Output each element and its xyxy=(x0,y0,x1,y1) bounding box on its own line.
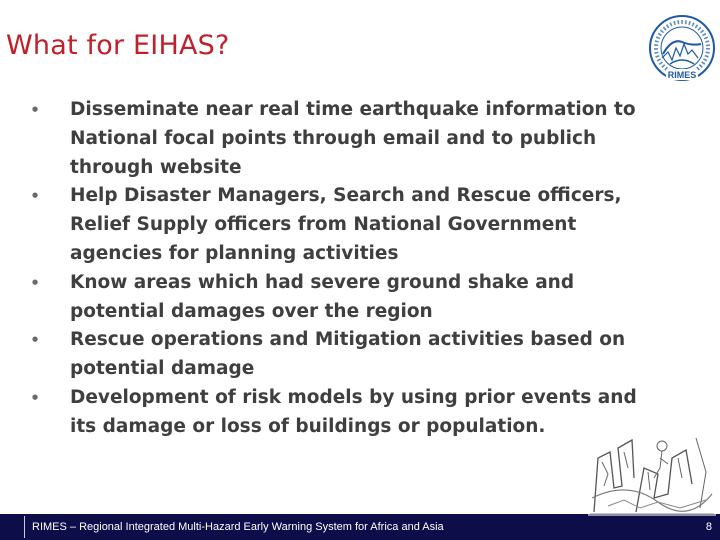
bullet-line: agencies for planning activities xyxy=(70,242,399,264)
slide-title: What for EIHAS? xyxy=(6,30,230,61)
bullet-line: Development of risk models by using prior events and xyxy=(70,386,637,408)
bullet-item xyxy=(28,269,668,327)
bullet-line: through website xyxy=(70,156,242,178)
bullet-item xyxy=(28,96,668,182)
logo-label: RIMES xyxy=(667,70,697,80)
bullet-item xyxy=(28,384,668,442)
footer-text: RIMES – Regional Integrated Multi-Hazard Early Warning System for Africa and Asia xyxy=(32,521,444,533)
earthquake-rubble-icon xyxy=(588,428,716,516)
bullet-list xyxy=(28,96,668,442)
bullet-line: its damage or loss of buildings or population. xyxy=(70,415,546,437)
bullet-line: potential damage xyxy=(70,358,255,380)
bullet-icon: • xyxy=(30,101,40,119)
bullet-line: potential damages over the region xyxy=(70,300,433,322)
bullet-icon: • xyxy=(30,388,40,407)
page-number: 8 xyxy=(705,521,712,533)
bullet-line: Help Disaster Managers, Search and Rescue officers, xyxy=(70,185,622,207)
bullet-item xyxy=(28,182,668,268)
footer-divider xyxy=(24,516,25,538)
bullet-line: Disseminate near real time earthquake information to xyxy=(70,99,636,120)
bullet-icon: • xyxy=(30,273,40,292)
bullet-item xyxy=(28,326,668,384)
bullet-line: Rescue operations and Mitigation activities based on xyxy=(70,329,626,351)
bullet-icon: • xyxy=(30,187,40,206)
bullet-line: Relief Supply officers from National Government xyxy=(70,214,577,236)
rimes-logo-icon xyxy=(648,14,716,82)
bullet-icon: • xyxy=(30,331,40,350)
bullet-line: Know areas which had severe ground shake and xyxy=(70,271,575,293)
bullet-line: National focal points through email and to publich xyxy=(70,127,597,149)
